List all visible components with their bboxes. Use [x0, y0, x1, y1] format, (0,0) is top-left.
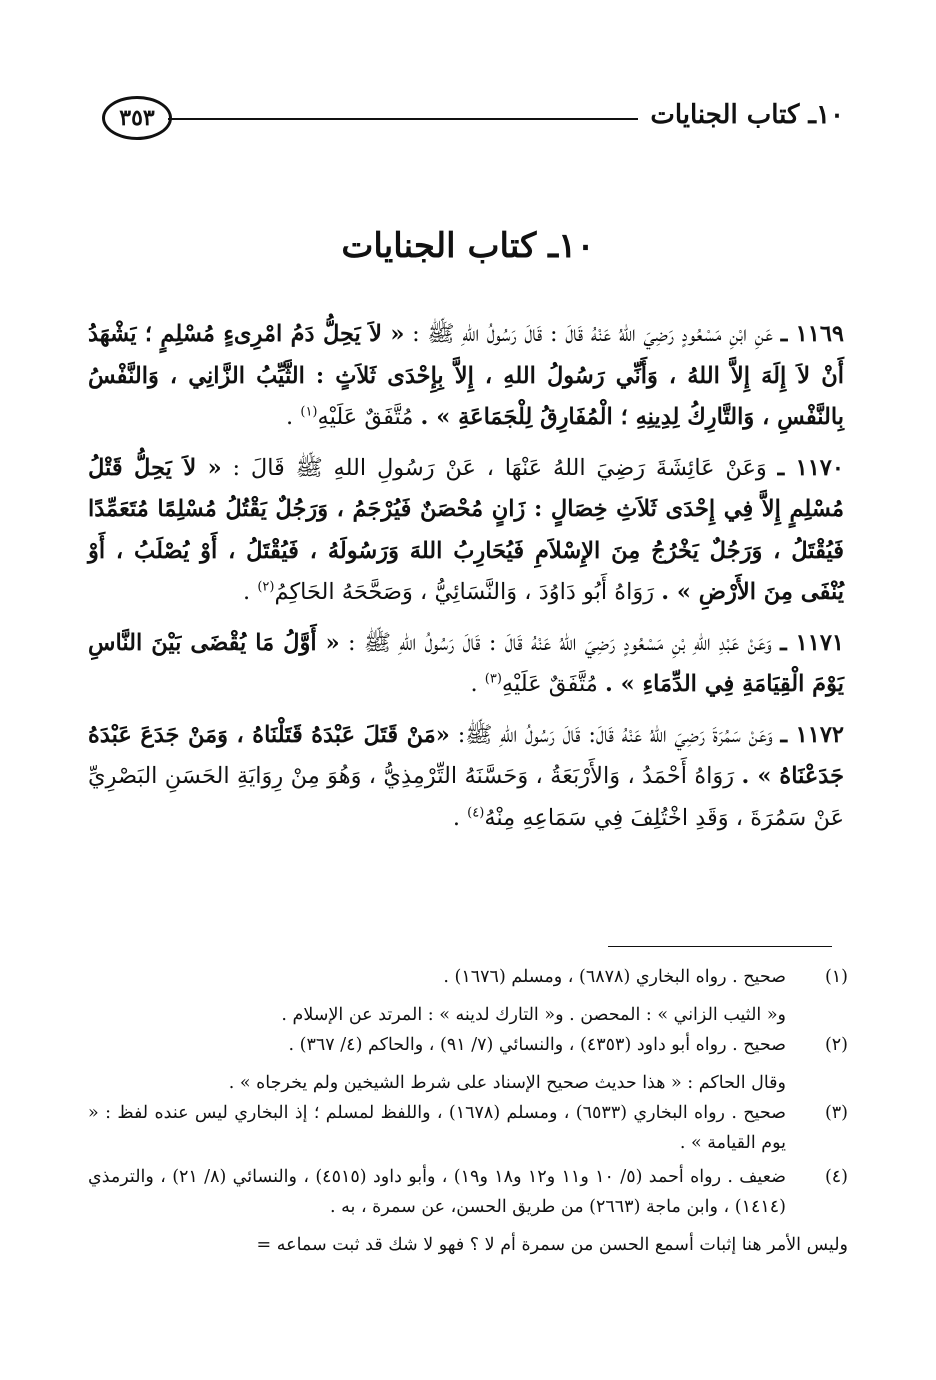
chapter-title: ١٠ـ كتاب الجنايات [341, 226, 595, 266]
hadith-intro: وَعَنْ عَبْدِ اللهِ بْنِ مَسْعُودٍ رَضِيَ اللهُ عَنْهُ قَالَ : قَالَ رَسُولُ اللهِ ﷺ : [347, 629, 772, 656]
hadith-1169: ١١٦٩ ـ عَنِ ابْنِ مَسْعُودٍ رَضِيَ اللهُ عَنْهُ قَالَ : قَالَ رَسُولُ اللهِ ﷺ : « لاَ يَحِلُّ دَمُ امْرِىءٍ مُسْلِمٍ ؛ يَشْهَدُ أَنْ لاَ إِلَهَ إِلاَّ اللهُ ، وَأَنِّي رَسُولُ اللهِ ، إِلاَّ بِإِحْدَى ثَلاَثٍ : الثَّيِّبُ الزَّانِي ، وَالنَّفْسُ بِالنَّفْسِ ، وَالتَّارِكُ لِدِينِهِ ؛ الْمُفَارِقُ لِلْجَمَاعَةِ » . مُتَّفَقٌ عَلَيْهِ$^{(١)}$ . [88, 321, 844, 430]
footnote-text: ضعيف . رواه أحمد (٥/ ١٠ و١١ و١٢ و١٨ و١٩) ، وأبو داود (٤٥١٥) ، والنسائي (٨/ ٢١) ، والترمذي (١٤١٤) ، وابن ماجة (٢٦٦٣) من طريق الحسن، عن سمرة ، به . [88, 1167, 786, 1217]
footnotes [88, 962, 848, 1260]
footnote-3 [88, 1098, 848, 1158]
hadith-number: ١١٧٢ ـ [780, 721, 844, 748]
footnote-ref: (١) [300, 404, 318, 420]
footnote-text: صحيح . رواه البخاري (٦٥٣٣) ، ومسلم (١٦٧٨) ، واللفظ لمسلم ؛ إذ البخاري ليس عنده لفظ : « يوم القيامة » . [88, 1103, 786, 1153]
footnote-ref: (٣) [484, 671, 502, 687]
hadith-intro: عَنِ ابْنِ مَسْعُودٍ رَضِيَ اللهُ عَنْهُ قَالَ : قَالَ رَسُولُ اللهِ ﷺ : [412, 321, 773, 347]
header-rule [168, 118, 638, 120]
footnote-text: صحيح . رواه البخاري (٦٨٧٨) ، ومسلم (١٦٧٦) . [443, 967, 786, 987]
footnote-number: (٤) [824, 1167, 848, 1187]
hadith-intro: وَعَنْ سَمُرَةَ رَضِيَ اللهُ عَنْهُ قَالَ: قَالَ رَسُولُ اللهِ ﷺ: [457, 721, 773, 748]
footnote-2 [88, 1030, 848, 1060]
page-number: ٣٥٣ [102, 96, 172, 140]
hadith-number: ١١٧٠ ـ [777, 454, 844, 481]
hadith-text: « أَوَّلُ مَا يُقْضَى بَيْنَ النَّاسِ يَوْمَ الْقِيَامَةِ فِي الدِّمَاءِ » . [88, 629, 844, 697]
hadith-source: مُتَّفَقٌ عَلَيْهِ [501, 671, 598, 697]
footnote-ref: (٢) [257, 579, 275, 595]
running-title: ١٠ـ كتاب الجنايات [650, 100, 844, 130]
hadith-number: ١١٦٩ ـ [780, 321, 844, 347]
hadith-list [88, 314, 844, 848]
hadith-1171: ١١٧١ ـ وَعَنْ عَبْدِ اللهِ بْنِ مَسْعُودٍ رَضِيَ اللهُ عَنْهُ قَالَ : قَالَ رَسُولُ اللهِ ﷺ : « أَوَّلُ مَا يُقْضَى بَيْنَ النَّاسِ يَوْمَ الْقِيَامَةِ فِي الدِّمَاءِ » . مُتَّفَقٌ عَلَيْهِ$^{(٣)}$ . [88, 629, 844, 697]
footnote-4 [88, 1162, 848, 1222]
footnote-number: (٣) [824, 1103, 848, 1123]
footnote-separator [608, 946, 832, 947]
footnote-1-continuation: و« الثيب الزاني » : المحصن . و« التارك لدينه » : المرتد عن الإسلام . [281, 1005, 786, 1025]
footnote-ref: (٤) [467, 805, 485, 820]
hadith-intro: وَعَنْ عَائِشَةَ رَضِيَ اللهُ عَنْهَا ، عَنْ رَسُولِ اللهِ ﷺ قَالَ : [232, 454, 767, 481]
footnote-number: (٢) [824, 1035, 848, 1055]
hadith-1170: ١١٧٠ ـ وَعَنْ عَائِشَةَ رَضِيَ اللهُ عَنْهَا ، عَنْ رَسُولِ اللهِ ﷺ قَالَ : « لاَ يَحِلُّ قَتْلُ مُسْلِمٍ إِلاَّ فِي إِحْدَى ثَلاَثِ خِصَالٍ : زَانٍ مُحْصَنٌ فَيُرْجَمُ ، وَرَجُلٌ يَقْتُلُ مُسْلِمًا مُتَعَمِّدًا فَيُقْتَلُ ، وَرَجُلٌ يَخْرُجُ مِنَ الإِسْلاَمِ فَيُحَارِبُ اللهَ وَرَسُولَهُ ، فَيُقْتَلُ ، أَوْ يُصْلَبُ ، أَوْ يُنْفَى مِنَ الأَرْضِ » . رَوَاهُ أَبُو دَاوُدَ ، وَالنَّسَائِيُّ ، وَصَحَّحَهُ الحَاكِمُ$^{(٢)}$ . [88, 454, 844, 605]
hadith-number: ١١٧١ ـ [780, 629, 844, 656]
hadith-1172: ١١٧٢ ـ وَعَنْ سَمُرَةَ رَضِيَ اللهُ عَنْهُ قَالَ: قَالَ رَسُولُ اللهِ ﷺ: «مَنْ قَتَلَ عَبْدَهُ قَتَلْنَاهُ ، وَمَنْ جَدَعَ عَبْدَهُ جَدَعْنَاهُ » . رَوَاهُ أَحْمَدُ ، وَالأَرْبَعَةُ ، وَحَسَّنَهُ التِّرْمِذِيُّ ، وَهُوَ مِنْ رِوَايَةِ الحَسَنِ البَصْرِيِّ عَنْ سَمُرَةَ ، وَقَدِ اخْتُلِفَ فِي سَمَاعِهِ مِنْهُ$^{(٤)}$ . [88, 721, 845, 831]
footnote-4-continuation: وليس الأمر هنا إثبات أسمع الحسن من سمرة أم لا ؟ فهو لا شك قد ثبت سماعه = [256, 1235, 848, 1255]
footnote-text: صحيح . رواه أبو داود (٤٣٥٣) ، والنسائي (٧/ ٩١) ، والحاكم (٤/ ٣٦٧) . [288, 1035, 786, 1055]
hadith-text: « لاَ يَحِلُّ قَتْلُ مُسْلِمٍ إِلاَّ فِي إِحْدَى ثَلاَثِ خِصَالٍ : زَانٍ مُحْصَنٌ فَيُرْجَمُ ، وَرَجُلٌ يَقْتُلُ مُسْلِمًا مُتَعَمِّدًا فَيُقْتَلُ ، وَرَجُلٌ يَخْرُجُ مِنَ الإِسْلاَمِ فَيُحَارِبُ اللهَ وَرَسُولَهُ ، فَيُقْتَلُ ، أَوْ يُصْلَبُ ، أَوْ يُنْفَى مِنَ الأَرْضِ » . [88, 454, 844, 605]
hadith-source: رَوَاهُ أَحْمَدُ ، وَالأَرْبَعَةُ ، وَحَسَّنَهُ التِّرْمِذِيُّ ، وَهُوَ مِنْ رِوَايَةِ الحَسَنِ البَصْرِيِّ عَنْ سَمُرَةَ ، وَقَدِ اخْتُلِفَ فِي سَمَاعِهِ مِنْهُ [88, 763, 844, 831]
footnote-number: (١) [824, 967, 848, 987]
hadith-text: «مَنْ قَتَلَ عَبْدَهُ قَتَلْنَاهُ ، وَمَنْ جَدَعَ عَبْدَهُ جَدَعْنَاهُ » . [88, 721, 845, 789]
footnote-1 [88, 962, 848, 992]
hadith-text: « لاَ يَحِلُّ دَمُ امْرِىءٍ مُسْلِمٍ ؛ يَشْهَدُ أَنْ لاَ إِلَهَ إِلاَّ اللهُ ، وَأَنِّي رَسُولُ اللهِ ، إِلاَّ بِإِحْدَى ثَلاَثٍ : الثَّيِّبُ الزَّانِي ، وَالنَّفْسُ بِالنَّفْسِ ، وَالتَّارِكُ لِدِينِهِ ؛ الْمُفَارِقُ لِلْجَمَاعَةِ » . [88, 321, 844, 430]
hadith-source: مُتَّفَقٌ عَلَيْهِ [317, 404, 414, 430]
hadith-source: رَوَاهُ أَبُو دَاوُدَ ، وَالنَّسَائِيُّ ، وَصَحَّحَهُ الحَاكِمُ [274, 579, 655, 605]
footnote-2-continuation: وقال الحاكم : « هذا حديث صحيح الإسناد على شرط الشيخين ولم يخرجاه » . [228, 1073, 786, 1093]
